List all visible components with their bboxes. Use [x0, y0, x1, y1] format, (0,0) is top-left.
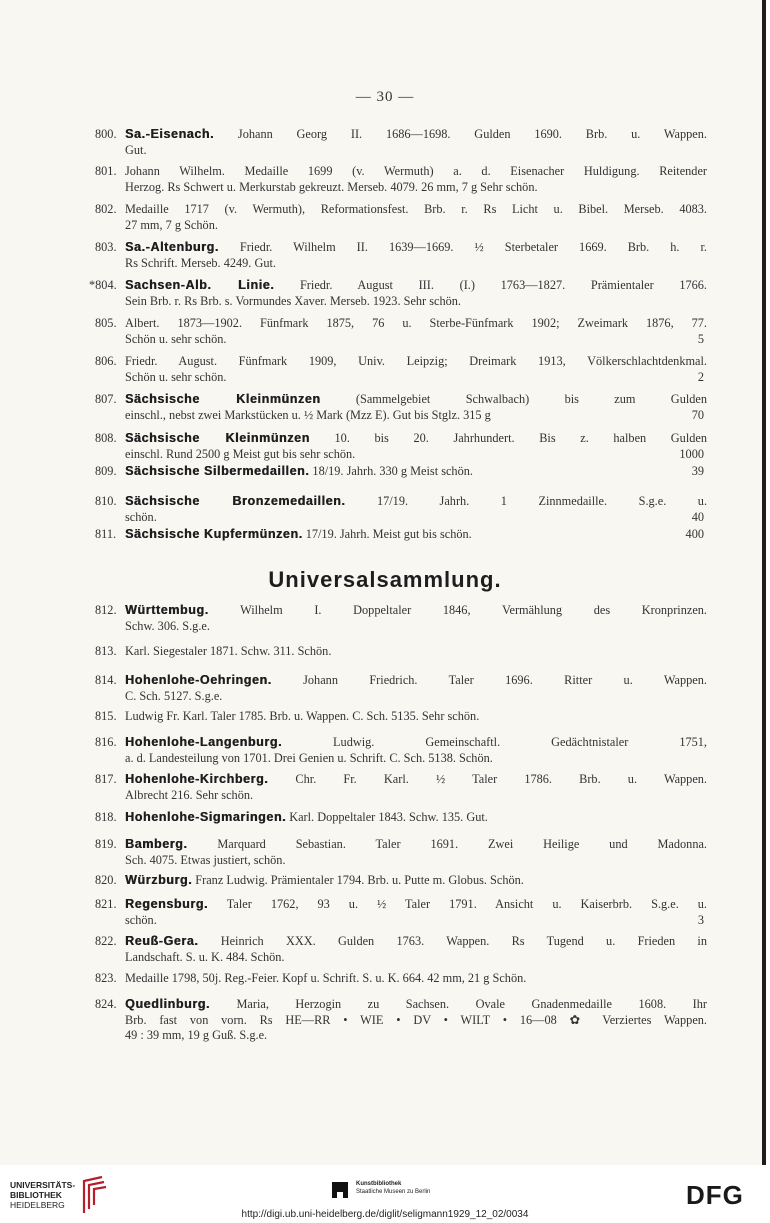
entry-text: Ludwig Fr. Karl. Taler 1785. Brb. u. Wappen. C. Sch. 5135. Sehr schön. [125, 709, 480, 723]
entry-body [125, 431, 707, 462]
entry-line [125, 332, 707, 348]
entry-line [125, 873, 707, 889]
entry-text: Wilhelm I. Doppeltaler 1846, Vermählung des Kronprinzen. [240, 603, 708, 617]
entry-text: 49 : 39 mm, 19 g Guß. S.g.e. [125, 1028, 268, 1042]
entry-text: Franz Ludwig. Prämientaler 1794. Brb. u. Putte m. Globus. Schön. [195, 873, 524, 887]
entry-body [125, 644, 707, 660]
heidelberg-library-wordmark[interactable] [10, 1180, 75, 1210]
entry-number: 815. [95, 709, 117, 723]
entry-line [125, 853, 707, 869]
entry-price: 2 [697, 369, 704, 384]
entry-lead: Sachsen-Alb. Linie. [125, 278, 275, 292]
entry-lead: Reuß-Gera. [125, 934, 199, 948]
entry-line [125, 1028, 707, 1044]
entry-body [125, 127, 707, 158]
entry-body [125, 164, 707, 195]
entry-line [125, 673, 707, 689]
entry-number: 816. [95, 735, 117, 749]
entry-text: Schön u. sehr schön. [125, 369, 227, 384]
entry-line [125, 164, 707, 180]
entry-text: Albrecht 216. Sehr schön. [125, 787, 254, 802]
entry-body [125, 873, 707, 889]
entry-line [125, 788, 707, 804]
entry-number: 822. [95, 934, 117, 948]
entry-line [125, 950, 707, 966]
entry-lead: Sächsische Silbermedaillen. [125, 464, 310, 478]
entry-number: 810. [95, 494, 117, 508]
uni-line-1: UNIVERSITÄTS- [10, 1180, 76, 1190]
entry-line [125, 370, 707, 386]
entry-line [125, 603, 707, 619]
entry-price: 40 [691, 509, 704, 524]
entry-lead: Bamberg. [125, 837, 188, 851]
viewer-footer [0, 1165, 770, 1223]
kb-line-2: Staatliche Museen zu Berlin [356, 1189, 431, 1195]
entry-number: 823. [95, 971, 117, 985]
entry-text: 17/19. Jahrh. Meist gut bis schön. [305, 527, 472, 541]
page-number: — 30 — [355, 89, 415, 105]
entry-line [125, 897, 707, 913]
entry-price: 39 [691, 464, 704, 478]
entry-body [125, 997, 707, 1044]
entry-body [125, 494, 707, 525]
entry-line [125, 997, 707, 1013]
entry-body [125, 934, 707, 965]
entry-text: (Sammelgebiet Schwalbach) bis zum Gulden [355, 392, 708, 406]
entry-text: Johann Georg II. 1686—1698. Gulden 1690. Brb. u. Wappen. [237, 127, 707, 141]
entry-body [125, 837, 707, 868]
entry-number: 806. [95, 354, 117, 368]
entry-text: Schw. 306. S.g.e. [125, 618, 210, 633]
entry-line [125, 354, 707, 370]
entry-text: C. Sch. 5127. S.g.e. [125, 688, 223, 703]
entry-text: Sch. 4075. Etwas justiert, schön. [125, 852, 286, 867]
entry-line [125, 431, 707, 447]
entry-lead: Sa.-Eisenach. [125, 127, 215, 141]
entry-number: 818. [95, 810, 117, 824]
entry-line [125, 447, 707, 463]
kunstbibliothek-logo-icon[interactable] [330, 1180, 350, 1200]
entry-body [125, 772, 707, 803]
entry-number: 812. [95, 603, 117, 617]
permalink-url[interactable]: http://digi.ub.uni-heidelberg.de/diglit/seligmann1929_12_02/0034 [241, 1209, 529, 1220]
entry-text: Karl. Doppeltaler 1843. Schw. 135. Gut. [289, 810, 488, 824]
entry-text: 17/19. Jahrh. 1 Zinnmedaille. S.g.e. u. [376, 494, 708, 508]
entry-number: 820. [95, 873, 117, 887]
entry-lead: Hohenlohe-Oehringen. [125, 673, 272, 687]
entry-text: Heinrich XXX. Gulden 1763. Wappen. Rs Tugend u. Frieden in [220, 934, 707, 948]
entry-number: 814. [95, 673, 117, 687]
entry-lead: Regensburg. [125, 897, 208, 911]
uni-line-2: BIBLIOTHEK [10, 1190, 62, 1200]
entry-line [125, 240, 707, 256]
entry-text: Rs Schrift. Merseb. 4249. Gut. [125, 255, 276, 270]
entry-body [125, 735, 707, 766]
entry-line [125, 294, 707, 310]
entry-text: Gut. [125, 142, 147, 157]
entry-lead: Hohenlohe-Sigmaringen. [125, 810, 287, 824]
entry-text: einschl. Rund 2500 g Meist gut bis sehr schön. [125, 446, 356, 461]
entry-text: 10. bis 20. Jahrhundert. Bis z. halben Gulden [334, 431, 708, 445]
entry-text: schön. [125, 509, 157, 524]
entry-line [125, 510, 707, 526]
entry-text: Johann Friedrich. Taler 1696. Ritter u. Wappen. [303, 673, 707, 687]
entry-number: 807. [95, 392, 117, 406]
entry-price: 70 [691, 407, 704, 422]
entry-text: Friedr. Wilhelm II. 1639—1669. ½ Sterbetaler 1669. Brb. h. r. [239, 240, 707, 254]
entry-line [125, 464, 707, 480]
entry-line [125, 278, 707, 294]
entry-text: Medaille 1798, 50j. Reg.-Feier. Kopf u. Schrift. S. u. K. 664. 42 mm, 21 g Schön. [125, 971, 527, 985]
entry-lead: Sächsische Bronzemedaillen. [125, 494, 346, 508]
entry-line [125, 735, 707, 751]
entry-number: 802. [95, 202, 117, 216]
section-heading: Universalsammlung. [268, 567, 502, 592]
entry-price: 3 [697, 912, 704, 927]
entry-price: 1000 [679, 446, 704, 461]
entry-number: 819. [95, 837, 117, 851]
entry-body [125, 240, 707, 271]
entry-body [125, 603, 707, 634]
entry-line [125, 644, 707, 660]
entry-number: 805. [95, 316, 117, 330]
entry-line [125, 218, 707, 234]
entry-lead: Sa.-Altenburg. [125, 240, 219, 254]
entry-line [125, 127, 707, 143]
entry-line [125, 392, 707, 408]
entry-text: Karl. Siegestaler 1871. Schw. 311. Schön. [125, 644, 332, 658]
entry-body [125, 527, 707, 543]
entry-number: 809. [95, 464, 117, 478]
entry-number: 824. [95, 997, 117, 1011]
entry-number: 803. [95, 240, 117, 254]
entry-number: 811. [95, 527, 117, 541]
entry-text: Landschaft. S. u. K. 484. Schön. [125, 949, 285, 964]
entry-text: Ludwig. Gemeinschaftl. Gedächtnistaler 1751, [333, 735, 707, 749]
entry-line [125, 180, 707, 196]
entry-body [125, 202, 707, 233]
entry-line [125, 837, 707, 853]
entry-price: 5 [697, 331, 704, 346]
entry-text: a. d. Landesteilung von 1701. Drei Genien u. Schrift. C. Sch. 5138. Schön. [125, 750, 493, 765]
entry-lead: Hohenlohe-Langenburg. [125, 735, 283, 749]
entry-text: Schön u. sehr schön. [125, 331, 227, 346]
entry-body [125, 673, 707, 704]
entry-text: schön. [125, 912, 157, 927]
entry-text: Friedr. August III. (I.) 1763—1827. Prämientaler 1766. [299, 278, 708, 292]
entry-text: Sein Brb. r. Rs Brb. s. Vormundes Xaver. Merseb. 1923. Sehr schön. [125, 293, 461, 308]
entry-lead: Sächsische Kleinmünzen [125, 431, 310, 445]
entry-number: *804. [89, 278, 117, 292]
entry-line [125, 143, 707, 159]
entry-number: 813. [95, 644, 117, 658]
entry-line [125, 619, 707, 635]
entry-number: 817. [95, 772, 117, 786]
entry-lead: Sächsische Kupfermünzen. [125, 527, 303, 541]
entry-line [125, 772, 707, 788]
entry-text: Johann Wilhelm. Medaille 1699 (v. Wermuth) a. d. Eisenacher Huldigung. Reitender [125, 164, 707, 178]
entry-number: 821. [95, 897, 117, 911]
entry-body [125, 392, 707, 423]
entry-line [125, 934, 707, 950]
entry-line [125, 256, 707, 272]
entry-lead: Hohenlohe-Kirchberg. [125, 772, 269, 786]
entry-text: 27 mm, 7 g Schön. [125, 217, 218, 232]
entry-line [125, 1013, 707, 1029]
entry-line [125, 202, 707, 218]
entry-text: Herzog. Rs Schwert u. Merkurstab gekreuzt. Merseb. 4079. 26 mm, 7 g Sehr schön. [125, 179, 538, 194]
entry-lead: Quedlinburg. [125, 997, 210, 1011]
entry-text: Marquard Sebastian. Taler 1691. Zwei Heilige und Madonna. [217, 837, 708, 851]
entry-line [125, 408, 707, 424]
entry-text: Taler 1762, 93 u. ½ Taler 1791. Ansicht u. Kaiserbrb. S.g.e. u. [226, 897, 707, 911]
entry-line [125, 751, 707, 767]
entry-price: 400 [685, 527, 704, 541]
entry-number: 808. [95, 431, 117, 445]
kb-line-1: Kunstbibliothek [356, 1181, 402, 1187]
entry-line [125, 689, 707, 705]
entry-text: 18/19. Jahrh. 330 g Meist schön. [312, 464, 473, 478]
entry-body [125, 316, 707, 347]
dfg-logo[interactable]: DFG [686, 1180, 744, 1210]
entry-text: Medaille 1717 (v. Wermuth), Reformationsfest. Brb. r. Rs Licht u. Bibel. Merseb. 4083. [125, 202, 707, 216]
entry-text: Albert. 1873—1902. Fünfmark 1875, 76 u. Sterbe-Fünfmark 1902; Zweimark 1876, 77. [125, 316, 707, 330]
entry-number: 801. [95, 164, 117, 178]
entry-lead: Sächsische Kleinmünzen [125, 392, 321, 406]
entry-text: Brb. fast von vorn. Rs HE—RR • WIE • DV • WILT • 16—08 ✿ Verziertes Wappen. [125, 1012, 707, 1027]
uni-line-3: HEIDELBERG [10, 1200, 65, 1210]
entry-body [125, 464, 707, 480]
entry-line [125, 494, 707, 510]
entry-text: Chr. Fr. Karl. ½ Taler 1786. Brb. u. Wappen. [295, 772, 708, 786]
entry-body [125, 709, 707, 725]
entry-text: Maria, Herzogin zu Sachsen. Ovale Gnadenmedaille 1608. Ihr [236, 997, 707, 1011]
entry-body [125, 810, 707, 826]
entry-lead: Württembug. [125, 603, 209, 617]
entry-line [125, 913, 707, 929]
entry-lead: Würzburg. [125, 873, 193, 887]
entry-body [125, 897, 707, 928]
entry-body [125, 354, 707, 385]
entry-line [125, 527, 707, 543]
entry-line [125, 971, 707, 987]
entry-body [125, 971, 707, 987]
entry-number: 800. [95, 127, 117, 141]
entry-line [125, 709, 707, 725]
entry-body [125, 278, 707, 309]
entry-line [125, 810, 707, 826]
entry-line [125, 316, 707, 332]
kunstbibliothek-wordmark [356, 1180, 430, 1196]
entry-text: einschl., nebst zwei Markstücken u. ½ Mark (Mzz E). Gut bis Stglz. 315 g [125, 407, 491, 422]
entry-text: Friedr. August. Fünfmark 1909, Univ. Leipzig; Dreimark 1913, Völkerschlachtdenkmal. [125, 354, 707, 368]
